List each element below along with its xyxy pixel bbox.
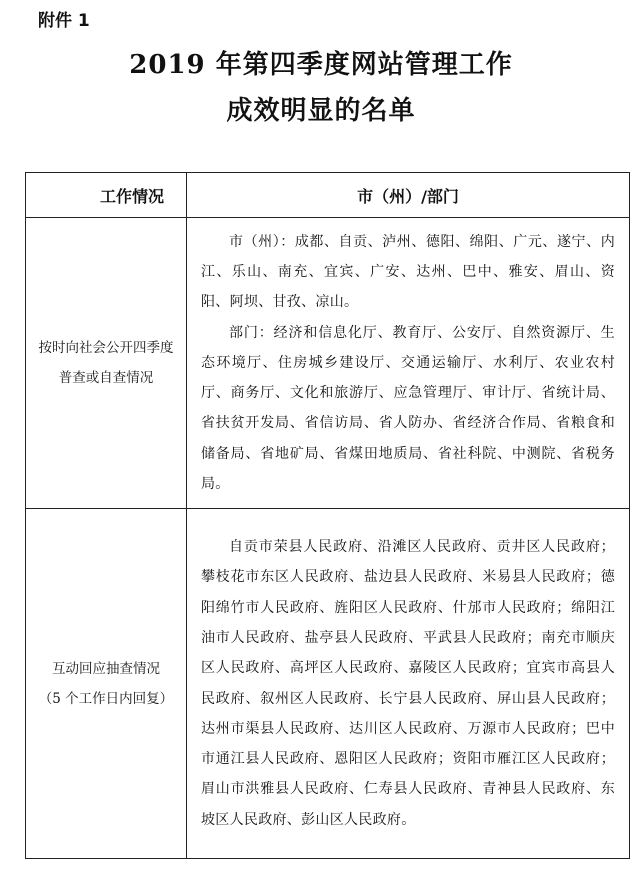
list-cell bbox=[187, 509, 630, 859]
city-list-paragraph: 市（州）：成都、自贡、泸州、德阳、绵阳、广元、遂宁、内江、乐山、南充、宜宾、广安、达州、巴中、雅安、眉山、资阳、阿坝、甘孜、凉山。 bbox=[201, 234, 615, 311]
category-cell bbox=[26, 218, 187, 509]
table-row bbox=[26, 218, 630, 509]
category-label: 按时向社会公开四季度普查或自查情况 bbox=[38, 340, 174, 386]
category-cell bbox=[26, 509, 187, 859]
attachment-label: 附件 1 bbox=[38, 11, 90, 31]
header-city-department: 市（州）/部门 bbox=[187, 173, 630, 218]
table-header-row bbox=[26, 173, 630, 218]
header-work-situation: 工作情况 bbox=[26, 173, 187, 218]
category-label: 互动回应抽查情况 bbox=[52, 660, 160, 677]
category-sublabel: （5 个工作日内回复） bbox=[38, 690, 174, 707]
results-table bbox=[25, 172, 630, 859]
table-row bbox=[26, 509, 630, 859]
government-list-paragraph: 自贡市荣县人民政府、沿滩区人民政府、贡井区人民政府；攀枝花市东区人民政府、盐边县人民政府、米易县人民政府；德阳绵竹市人民政府、旌阳区人民政府、什邡市人民政府；绵阳江油市人民政府、盐亭县人民政府、平武县人民政府；南充市顺庆区人民政府、高坪区人民政府、嘉陵区人民政府；宜宾市高县人民政府、叙州区人民政府、长宁县人民政府、屏山县人民政府；达州市渠县人民政府、达川区人民政府、万源市人民政府；巴中市通江县人民政府、恩阳区人民政府；资阳市雁江区人民政府；眉山市洪雅县人民政府、仁寿县人民政府、青神县人民政府、东坡区人民政府、彭山区人民政府。 bbox=[201, 539, 615, 828]
page-title-line-2: 成效明显的名单 bbox=[226, 96, 416, 126]
list-cell bbox=[187, 218, 630, 509]
department-list-paragraph: 部门：经济和信息化厅、教育厅、公安厅、自然资源厅、生态环境厅、住房城乡建设厅、交通运输厅、水利厅、农业农村厅、商务厅、文化和旅游厅、应急管理厅、审计厅、省统计局、省扶贫开发局、省信访局、省人防办、省经济合作局、省粮食和储备局、省地矿局、省煤田地质局、省社科院、中测院、省税务局。 bbox=[201, 324, 615, 492]
page-title-line-1: 2019 年第四季度网站管理工作 bbox=[129, 50, 513, 80]
